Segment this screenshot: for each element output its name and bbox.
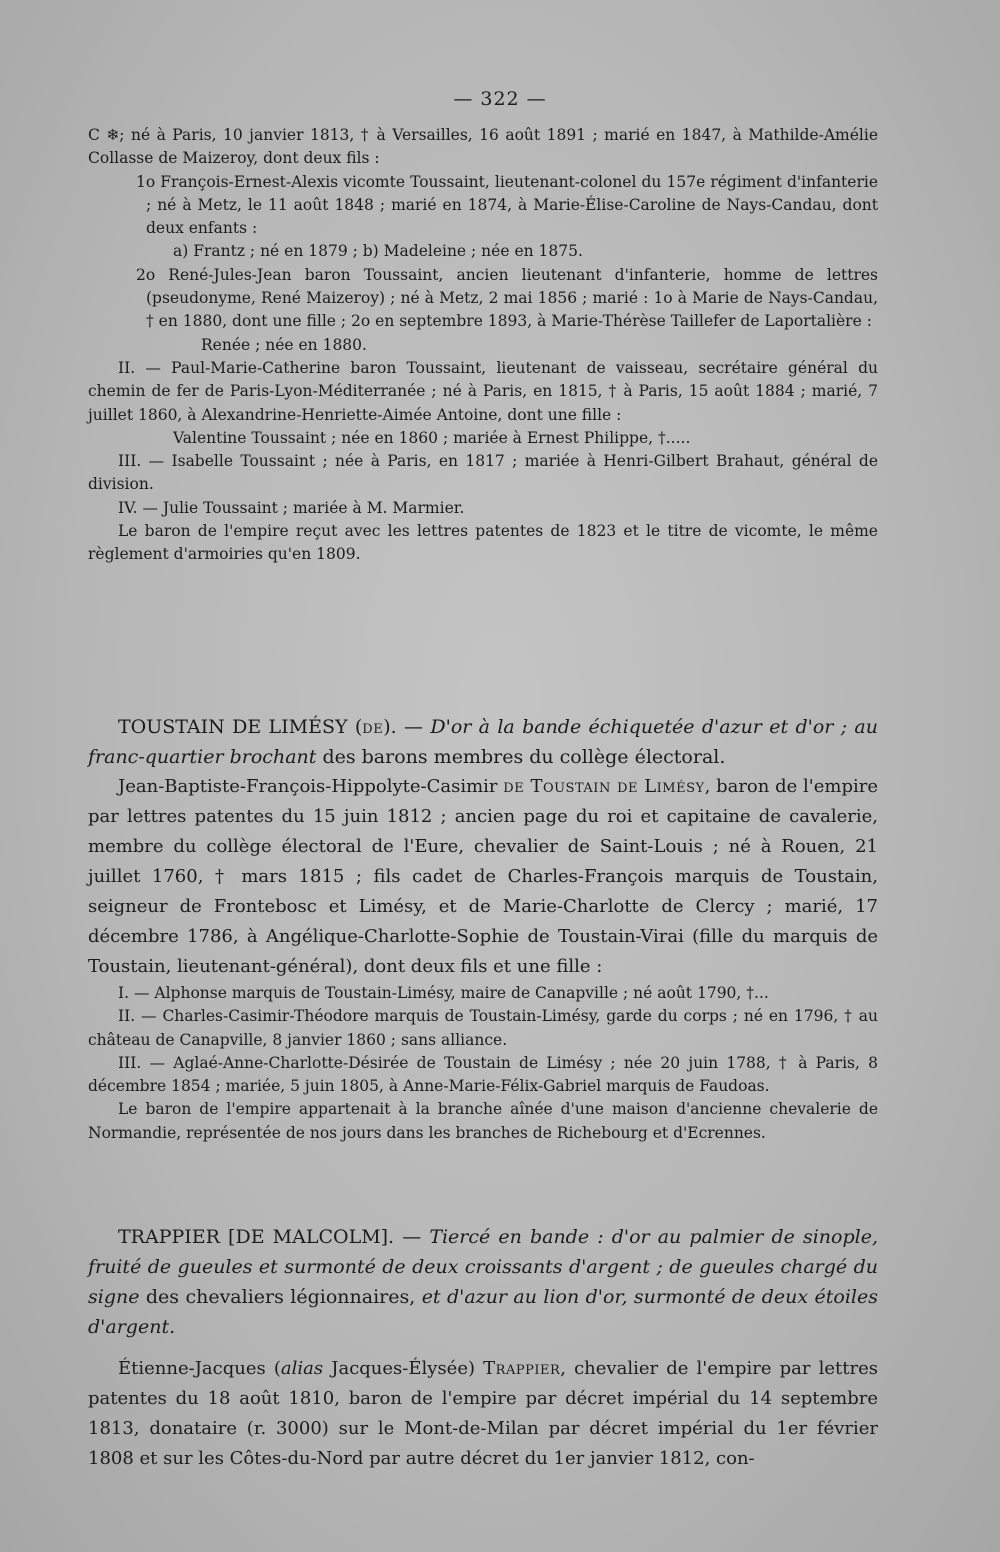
child-entry: I. — Alphonse marquis de Toustain-Limésy, maire de Canapville ; né août 1790, †...: [118, 984, 769, 1002]
arms-text: des chevaliers légionnaires,: [145, 1286, 416, 1308]
biography: [88, 1354, 878, 1474]
arms-italic: Tiercé en bande : d'or au palmier de sinople, fruité de gueules et surmonté de deux croissants d'argent ; de gueules chargé du signe: [88, 1226, 878, 1308]
bio-alias-rest: Jacques-Élysée): [323, 1358, 476, 1379]
arms-italic: D'or à la bande échiquetée d'azur et d'or ; au franc-quartier brochant: [88, 716, 878, 768]
biography: [88, 772, 878, 982]
page-number: — 322 —: [453, 88, 547, 110]
bio-text: , baron de l'empire par lettres patentes du 15 juin 1812 ; ancien page du roi et capitaine de cavalerie, membre du collège électoral de l'Eure, chevalier de Saint-Louis ; né à Rouen, 21 juillet 1760, † mars 1815 ; fils cadet de Charles-François marquis de Toustain, seigneur de Frontebosc et Limésy, et de Marie-Charlotte de Clercy ; marié, 17 décembre 1786, à Angélique-Charlotte-Sophie de Toustain-Virai (fille du marquis de Toustain, lieutenant-général), dont deux fils et une fille :: [88, 776, 878, 977]
child-entry: III. — Aglaé-Anne-Charlotte-Désirée de Toustain de Limésy ; née 20 juin 1788, † à Paris, 8 décembre 1854 ; mariée, 5 juin 1805, à Anne-Marie-Félix-Gabriel marquis de Faudoas.: [88, 1053, 878, 1096]
bio-name: de Toustain de Limésy: [503, 776, 705, 797]
paragraph: Le baron de l'empire appartenait à la branche aînée d'une maison d'ancienne chevalerie de Normandie, représentée de nos jours dans les branches de Richebourg et d'Ecrennes.: [88, 1100, 878, 1142]
entry-heading: [88, 1222, 878, 1342]
toussaint-continuation: [88, 124, 878, 567]
child-entry: II. — Charles-Casimir-Théodore marquis de Toustain-Limésy, garde du corps ; né en 1796, † au château de Canapville, 8 janvier 1860 ; sans alliance.: [88, 1007, 878, 1049]
entry-name: TOUSTAIN DE LIMÉSY (: [118, 716, 363, 738]
paragraph: II. — Paul-Marie-Catherine baron Toussaint, lieutenant de vaisseau, secrétaire général du chemin de fer de Paris-Lyon-Méditerranée ; né à Paris, en 1815, † à Paris, 15 août 1884 ; marié, 7 juillet 1860, à Alexandrine-Henriette-Aimée Antoine, dont une fille :: [88, 358, 878, 424]
entry-toustain: [88, 712, 878, 1145]
entry-name: TRAPPIER [DE MALCOLM]. —: [118, 1226, 422, 1248]
bio-start: Jean-Baptiste-François-Hippolyte-Casimir: [118, 776, 498, 797]
paragraph: Valentine Toussaint ; née en 1860 ; mariée à Ernest Philippe, †.....: [173, 428, 691, 447]
entry-dash: ). —: [383, 716, 424, 738]
bio-alias: alias: [280, 1358, 324, 1379]
paragraph: 1o François-Ernest-Alexis vicomte Toussaint, lieutenant-colonel du 157e régiment d'infanterie ; né à Metz, le 11 août 1848 ; marié en 1874, à Marie-Élise-Caroline de Nays-Candau, dont deux enfants :: [136, 172, 878, 238]
entry-particle: de: [362, 716, 384, 738]
entry-heading: [88, 712, 878, 772]
paragraph: Le baron de l'empire reçut avec les lettres patentes de 1823 et le titre de vicomte, le même règlement d'armoiries qu'en 1809.: [88, 522, 878, 564]
arms-italic-2: et d'azur au lion d'or, surmonté de deux étoiles d'argent.: [88, 1286, 878, 1338]
paragraph: IV. — Julie Toussaint ; mariée à M. Marmier.: [118, 498, 465, 517]
bio-name: Trappier: [483, 1358, 561, 1379]
arms-text: des barons membres du collège électoral.: [322, 746, 726, 768]
bio-text: , chevalier de l'empire par lettres patentes du 18 août 1810, baron de l'empire par décret impérial du 14 septembre 1813, donataire (r. 3000) sur le Mont-de-Milan par décret impérial du 1er février 1808 et sur les Côtes-du-Nord par autre décret du 1er janvier 1812, con-: [88, 1358, 879, 1469]
paragraph: III. — Isabelle Toussaint ; née à Paris, en 1817 ; mariée à Henri-Gilbert Brahaut, général de division.: [88, 452, 878, 494]
paragraph: 2o René-Jules-Jean baron Toussaint, ancien lieutenant d'infanterie, homme de lettres (pseudonyme, René Maizeroy) ; né à Metz, 2 mai 1856 ; marié : 1o à Marie de Nays-Candau, † en 1880, dont une fille ; 2o en septembre 1893, à Marie-Thérèse Taillefer de Laportalière :: [136, 265, 878, 331]
bio-start: Étienne-Jacques (: [118, 1358, 281, 1379]
paragraph: a) Frantz ; né en 1879 ; b) Madeleine ; née en 1875.: [173, 242, 583, 261]
entry-trappier: [88, 1222, 878, 1474]
paragraph: C ❄; né à Paris, 10 janvier 1813, † à Versailles, 16 août 1891 ; marié en 1847, à Mathilde-Amélie Collasse de Maizeroy, dont deux fils :: [88, 126, 878, 168]
paragraph: Renée ; née en 1880.: [201, 335, 367, 354]
